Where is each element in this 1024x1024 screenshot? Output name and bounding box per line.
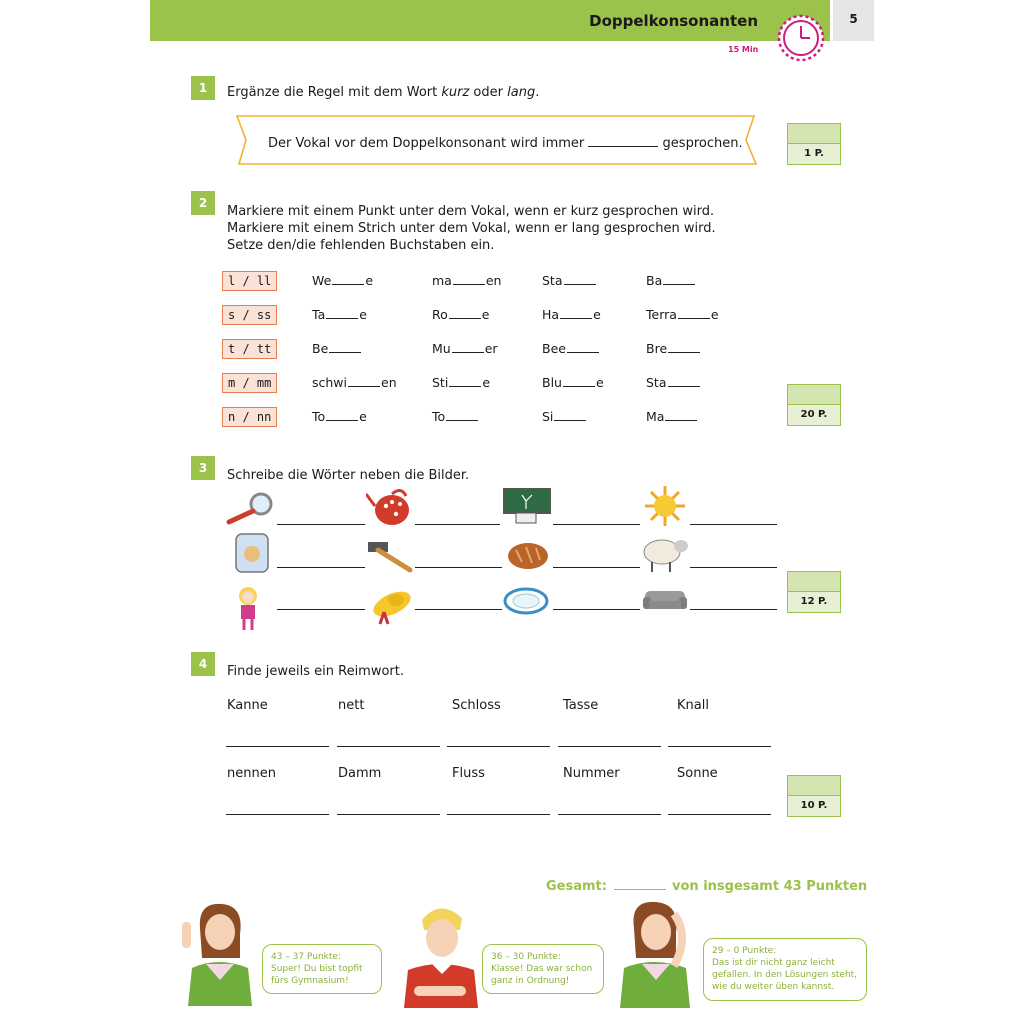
task-1-instruction: Ergänze die Regel mit dem Wort kurz oder lang.	[227, 85, 540, 100]
letter-gap[interactable]	[554, 410, 586, 421]
answer-line[interactable]	[415, 524, 500, 525]
sofa-icon	[641, 585, 689, 615]
rhyme-word: nennen	[227, 766, 276, 781]
time-label: 15 Min	[728, 45, 759, 54]
answer-line[interactable]	[447, 814, 550, 815]
word-end: en	[381, 375, 397, 390]
answer-line[interactable]	[553, 609, 640, 610]
girl-thumbs-up-illustration	[178, 898, 258, 1008]
word-start: Sti	[432, 375, 449, 390]
letter-gap[interactable]	[668, 342, 700, 353]
word-start: Bee	[542, 341, 566, 356]
gap-word[interactable]	[432, 307, 489, 322]
word-start: ma	[432, 273, 452, 288]
letter-tag: s / ss	[222, 305, 277, 325]
magnifier-icon	[225, 490, 277, 526]
letter-gap[interactable]	[449, 308, 481, 319]
task-4-score-box[interactable]: 10 P.	[787, 775, 841, 817]
word-end: er	[484, 341, 498, 356]
letter-gap[interactable]	[329, 342, 361, 353]
word-start: Sta	[542, 273, 563, 288]
answer-line[interactable]	[226, 746, 329, 747]
answer-line[interactable]	[690, 524, 777, 525]
word-end: e	[595, 375, 604, 390]
sun-icon	[643, 484, 687, 528]
word-start: Ro	[432, 307, 448, 322]
letter-gap[interactable]	[563, 376, 595, 387]
answer-line[interactable]	[415, 567, 502, 568]
gap-word[interactable]	[542, 273, 597, 288]
letter-gap[interactable]	[449, 376, 481, 387]
word-start: Terra	[646, 307, 677, 322]
word-start: Ba	[646, 273, 663, 288]
rhyme-word: Sonne	[677, 766, 718, 781]
task-1-score-box[interactable]: 1 P.	[787, 123, 841, 165]
word-start: Sta	[646, 375, 667, 390]
gap-word[interactable]	[646, 375, 701, 390]
word-start: Bre	[646, 341, 668, 356]
task-1-number: 1	[191, 76, 215, 100]
word-end: e	[482, 375, 491, 390]
letter-gap[interactable]	[332, 274, 364, 285]
gap-word[interactable]	[646, 307, 719, 322]
answer-line[interactable]	[447, 746, 550, 747]
letter-gap[interactable]	[452, 342, 484, 353]
watering-can-icon	[366, 484, 418, 528]
word-end: e	[359, 409, 367, 424]
answer-line[interactable]	[690, 567, 777, 568]
rhyme-word: Damm	[338, 766, 382, 781]
answer-line[interactable]	[558, 746, 661, 747]
word-start: Blu	[542, 375, 562, 390]
word-start: Ma	[646, 409, 665, 424]
letter-tag: n / nn	[222, 407, 277, 427]
letter-gap[interactable]	[567, 342, 599, 353]
rhyme-word: Schloss	[452, 698, 501, 713]
task-2-instruction-1: Markiere mit einem Punkt unter dem Vokal, wenn er kurz gesprochen wird.	[227, 204, 715, 219]
answer-line[interactable]	[277, 609, 365, 610]
letter-gap[interactable]	[326, 410, 358, 421]
gap-word[interactable]	[312, 375, 397, 390]
tin-can-icon	[232, 530, 272, 576]
letter-tag: t / tt	[222, 339, 277, 359]
word-end: e	[365, 273, 374, 288]
page-title: Doppelkonsonanten	[589, 12, 758, 30]
gap-word[interactable]	[646, 273, 696, 288]
gap-word[interactable]	[312, 307, 367, 322]
answer-line[interactable]	[226, 814, 329, 815]
word-start: We	[312, 273, 332, 288]
gap-word[interactable]	[312, 273, 373, 288]
word-start: Be	[312, 341, 329, 356]
word-end: en	[485, 273, 502, 288]
straw-hat-icon	[370, 586, 414, 626]
rhyme-word: Nummer	[563, 766, 620, 781]
word-end: e	[710, 307, 719, 322]
rhyme-word: Tasse	[563, 698, 599, 713]
answer-line[interactable]	[553, 524, 640, 525]
letter-gap[interactable]	[665, 410, 697, 421]
chalkboard-icon	[502, 487, 552, 527]
answer-line[interactable]	[558, 814, 661, 815]
task-2-instruction-3: Setze den/die fehlenden Buchstaben ein.	[227, 238, 495, 253]
doll-icon	[230, 584, 266, 632]
answer-line[interactable]	[668, 814, 771, 815]
task-3-number: 3	[191, 456, 215, 480]
letter-gap[interactable]	[564, 274, 596, 285]
answer-line[interactable]	[337, 814, 440, 815]
rhyme-word: nett	[338, 698, 365, 713]
gap-word[interactable]	[646, 409, 698, 424]
letter-gap[interactable]	[446, 410, 478, 421]
gap-word[interactable]	[432, 375, 490, 390]
gap-word[interactable]	[432, 273, 501, 288]
feedback-bubble-3: 29 – 0 Punkte: Das ist dir nicht ganz leicht gefallen. In den Lösungen steht, wie du weiter üben kannst.	[703, 938, 867, 1001]
answer-line[interactable]	[668, 746, 771, 747]
letter-gap[interactable]	[453, 274, 485, 285]
clock-icon	[776, 13, 826, 63]
task-4-number: 4	[191, 652, 215, 676]
word-start: Si	[542, 409, 554, 424]
task-3-instruction: Schreibe die Wörter neben die Bilder.	[227, 468, 470, 483]
gap-word[interactable]	[312, 341, 362, 356]
answer-line[interactable]	[690, 609, 777, 610]
word-start: To	[432, 409, 446, 424]
feedback-bubble-2: 36 – 30 Punkte: Klasse! Das war schon ganz in Ordnung!	[482, 944, 604, 994]
bread-icon	[506, 540, 550, 572]
letter-gap[interactable]	[663, 274, 695, 285]
word-start: To	[312, 409, 326, 424]
task-4-instruction: Finde jeweils ein Reimwort.	[227, 664, 404, 679]
word-start: Ha	[542, 307, 560, 322]
feedback-bubble-1: 43 – 37 Punkte: Super! Du bist topfit fürs Gymnasium!	[262, 944, 382, 994]
word-start: Ta	[312, 307, 326, 322]
answer-line[interactable]	[337, 746, 440, 747]
rhyme-word: Kanne	[227, 698, 268, 713]
page-number: 5	[849, 12, 858, 26]
letter-gap[interactable]	[348, 376, 380, 387]
letter-tag: l / ll	[222, 271, 277, 291]
answer-line[interactable]	[415, 609, 502, 610]
word-end: e	[481, 307, 490, 322]
letter-gap[interactable]	[326, 308, 358, 319]
rhyme-word: Fluss	[452, 766, 485, 781]
gap-word[interactable]	[542, 307, 601, 322]
plate-icon	[503, 587, 549, 615]
hammer-icon	[366, 538, 414, 574]
gap-word[interactable]	[312, 409, 367, 424]
gap-word[interactable]	[646, 341, 701, 356]
girl-thinking-illustration	[612, 896, 698, 1008]
gap-word[interactable]	[432, 341, 498, 356]
rhyme-word: Knall	[677, 698, 709, 713]
gap-word[interactable]	[542, 375, 604, 390]
task-3-score-box[interactable]: 12 P.	[787, 571, 841, 613]
word-end: e	[359, 307, 367, 322]
word-start: Mu	[432, 341, 451, 356]
task-2-score-box[interactable]: 20 P.	[787, 384, 841, 426]
word-end: e	[593, 307, 601, 322]
answer-line[interactable]	[277, 524, 365, 525]
letter-gap[interactable]	[678, 308, 710, 319]
answer-line[interactable]	[553, 567, 640, 568]
answer-line[interactable]	[277, 567, 365, 568]
letter-tag: m / mm	[222, 373, 277, 393]
sheep-icon	[640, 532, 690, 574]
task-2-number: 2	[191, 191, 215, 215]
letter-gap[interactable]	[560, 308, 592, 319]
task-2-instruction-2: Markiere mit einem Strich unter dem Vokal, wenn er lang gesprochen wird.	[227, 221, 716, 236]
total-score: Gesamt: von insgesamt 43 Punkten	[546, 879, 868, 894]
letter-gap[interactable]	[668, 376, 700, 387]
gap-word[interactable]	[542, 341, 600, 356]
rule-text: Der Vokal vor dem Doppelkonsonant wird immer gesprochen.	[268, 136, 743, 151]
word-start: schwi	[312, 375, 348, 390]
gap-word[interactable]	[542, 409, 587, 424]
gap-word[interactable]	[432, 409, 479, 424]
boy-illustration	[400, 900, 480, 1008]
